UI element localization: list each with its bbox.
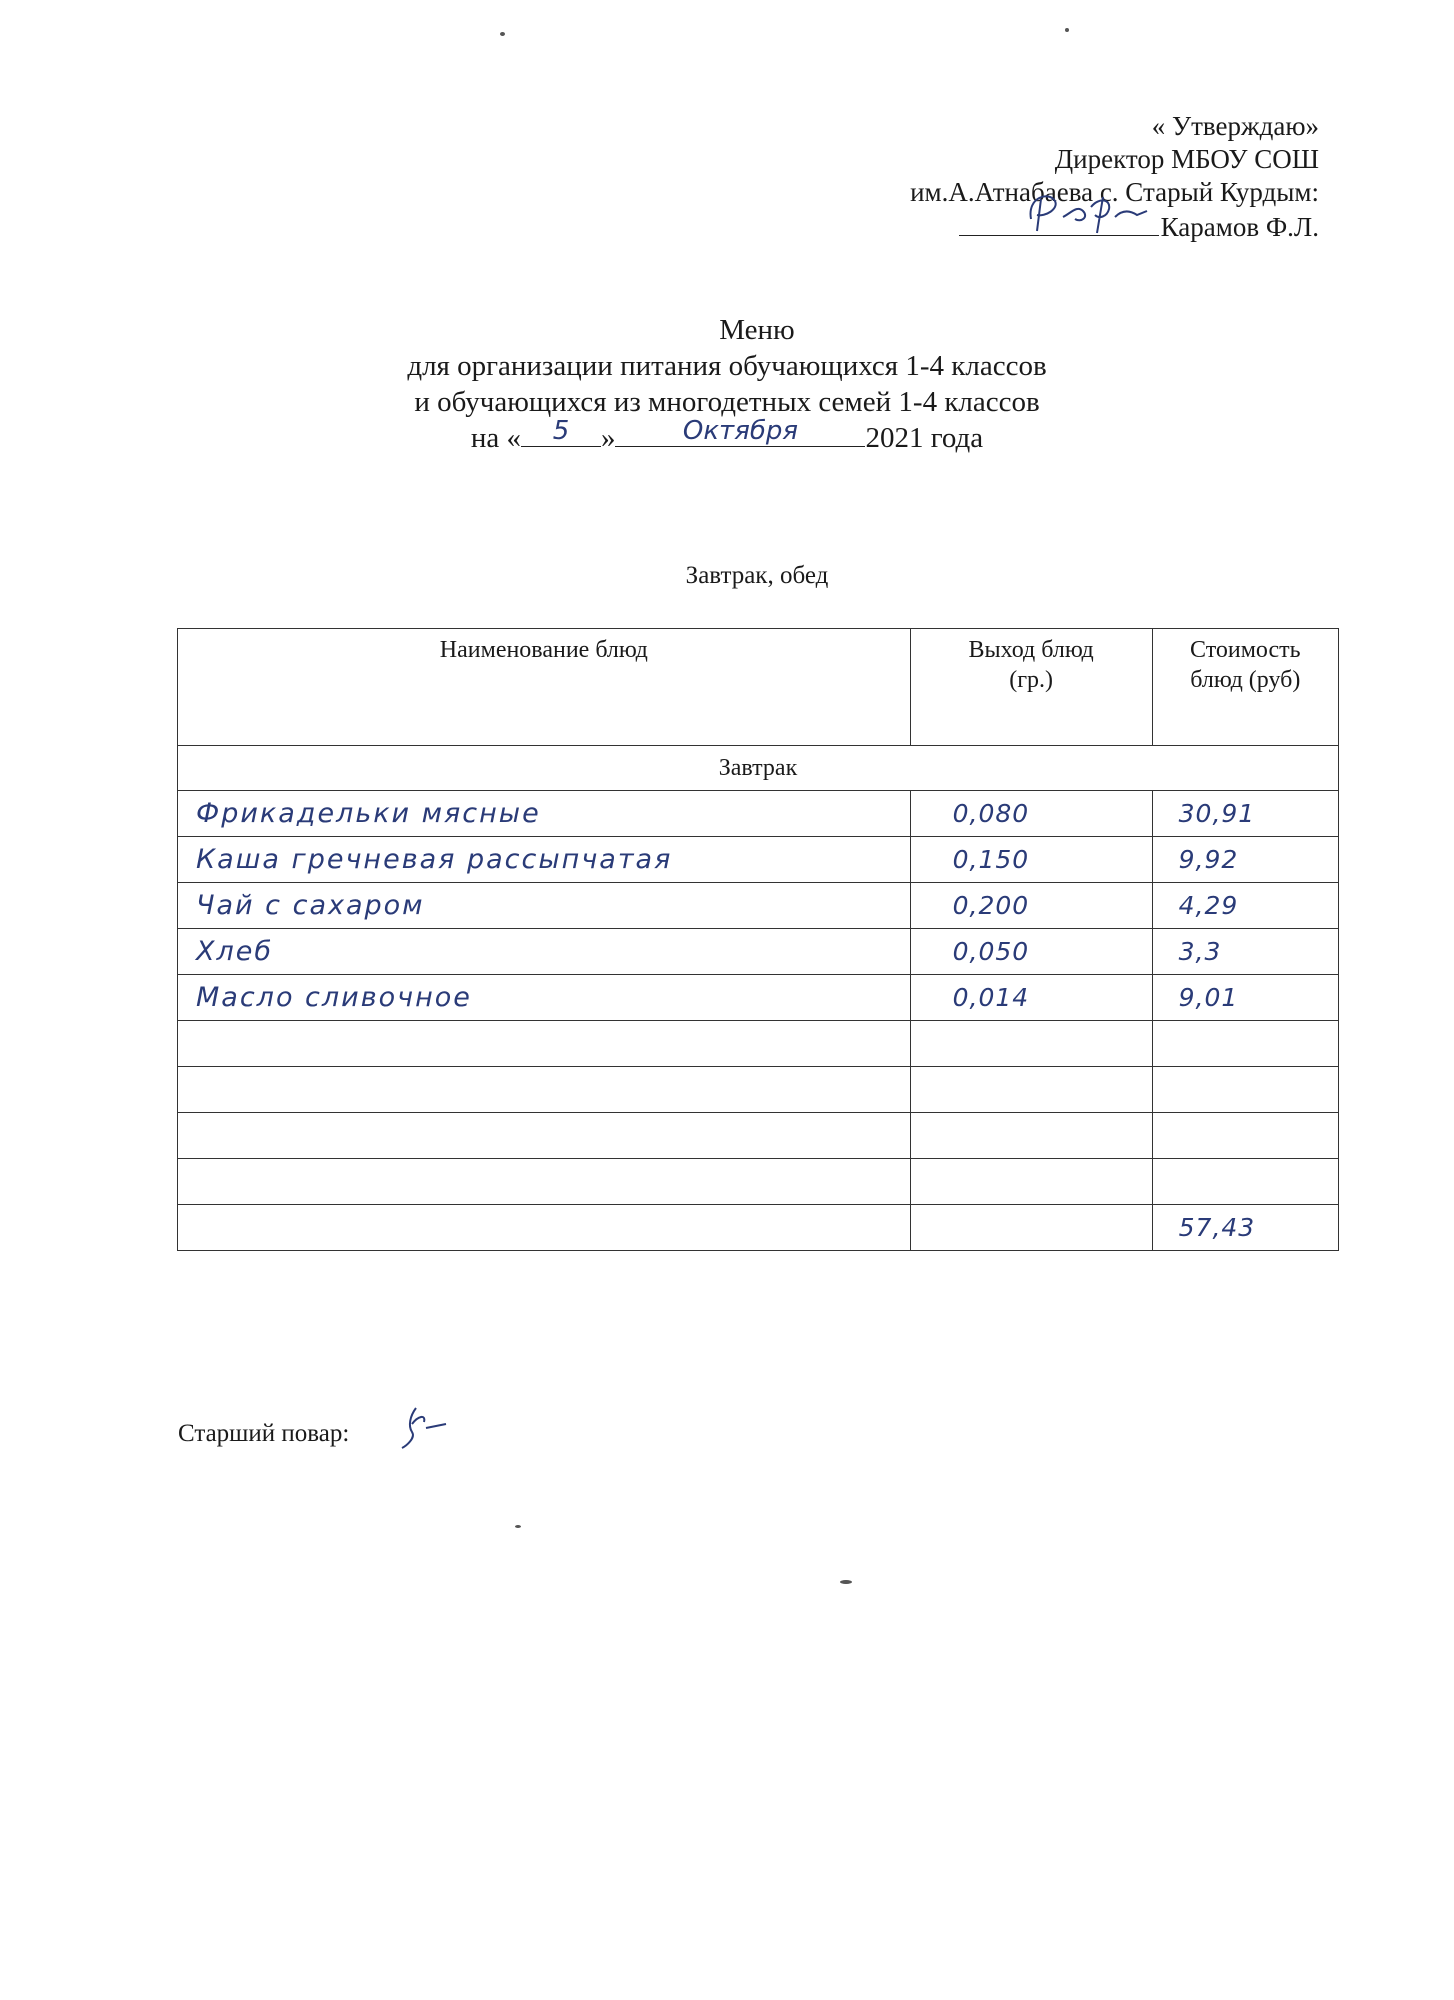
date-day-blank <box>521 416 601 447</box>
table-row <box>178 929 1339 975</box>
dish-name-cell: Фрикадельки мясные <box>178 791 911 837</box>
approval-position: Директор МБОУ СОШ <box>1054 144 1319 174</box>
weight-cell <box>910 1067 1152 1113</box>
header-weight-label: Выход блюд (гр.) <box>968 637 1094 693</box>
scan-speck <box>515 1525 521 1528</box>
title-line-2: для организации питания обучающихся 1-4 классов <box>407 350 1047 382</box>
cost-cell: 3,3 <box>1152 929 1338 975</box>
date-month-blank <box>615 416 865 447</box>
table-row <box>178 791 1339 837</box>
signature-icon <box>1019 187 1159 237</box>
table-row <box>178 1113 1339 1159</box>
dish-name-cell: Хлеб <box>178 929 911 975</box>
weight-cell: 0,050 <box>910 929 1152 975</box>
weight-cell: 0,014 <box>910 975 1152 1021</box>
date-day: 5 <box>552 416 570 446</box>
approval-organization: им.А.Атнабаева с. Старый Курдым: <box>910 177 1319 207</box>
scan-speck <box>1065 28 1069 32</box>
title-line-3: и обучающихся из многодетных семей 1-4 классов <box>414 386 1040 418</box>
header-cost <box>1152 629 1338 746</box>
total-cost-cell: 57,43 <box>1152 1205 1338 1251</box>
title-date-line <box>0 416 1454 456</box>
cost-cell: 9,01 <box>1152 975 1338 1021</box>
approval-heading: « Утверждаю» <box>1151 111 1319 141</box>
cook-label: Старший повар: <box>178 1420 350 1447</box>
cost-cell: 9,92 <box>1152 837 1338 883</box>
title-line-1: Меню <box>719 314 795 346</box>
table-row <box>178 883 1339 929</box>
approval-signature-line <box>759 209 1319 244</box>
total-row <box>178 1205 1339 1251</box>
scan-speck <box>500 32 505 36</box>
table-row <box>178 975 1339 1021</box>
table-row <box>178 1067 1339 1113</box>
dish-name-cell <box>178 1113 911 1159</box>
total-empty-cell <box>178 1205 911 1251</box>
table-row <box>178 1159 1339 1205</box>
date-mid: » <box>600 422 616 454</box>
menu-table <box>177 628 1339 1251</box>
section-row <box>178 746 1339 791</box>
dish-name-cell: Чай с сахаром <box>178 883 911 929</box>
weight-cell: 0,080 <box>910 791 1152 837</box>
director-name: Карамов Ф.Л. <box>1160 212 1319 242</box>
table-header-row <box>178 629 1339 746</box>
cook-signature-block <box>178 1420 349 1448</box>
weight-cell <box>910 1113 1152 1159</box>
cost-cell: 30,91 <box>1152 791 1338 837</box>
weight-cell: 0,200 <box>910 883 1152 929</box>
cost-cell <box>1152 1113 1338 1159</box>
date-prefix: на « <box>470 422 521 454</box>
scan-speck <box>840 1580 852 1584</box>
cost-cell <box>1152 1159 1338 1205</box>
date-suffix: 2021 года <box>865 422 984 454</box>
weight-cell: 0,150 <box>910 837 1152 883</box>
header-weight <box>910 629 1152 746</box>
dish-name-cell <box>178 1067 911 1113</box>
approval-block <box>759 110 1319 244</box>
cost-cell <box>1152 1067 1338 1113</box>
cook-signature-icon <box>396 1402 456 1452</box>
total-empty-cell <box>910 1205 1152 1251</box>
weight-cell <box>910 1021 1152 1067</box>
director-signature <box>959 209 1159 236</box>
cost-cell <box>1152 1021 1338 1067</box>
document-title <box>0 312 1454 456</box>
section-breakfast: Завтрак <box>178 746 1339 791</box>
dish-name-cell: Каша гречневая рассыпчатая <box>178 837 911 883</box>
weight-cell <box>910 1159 1152 1205</box>
cost-cell: 4,29 <box>1152 883 1338 929</box>
table-row <box>178 837 1339 883</box>
header-dish-name: Наименование блюд <box>178 629 911 746</box>
table-row <box>178 1021 1339 1067</box>
dish-name-cell <box>178 1159 911 1205</box>
header-cost-label: Стоимость блюд (руб) <box>1190 637 1301 693</box>
date-month: Октября <box>682 416 799 446</box>
meal-heading: Завтрак, обед <box>685 562 829 589</box>
dish-name-cell <box>178 1021 911 1067</box>
dish-name-cell: Масло сливочное <box>178 975 911 1021</box>
